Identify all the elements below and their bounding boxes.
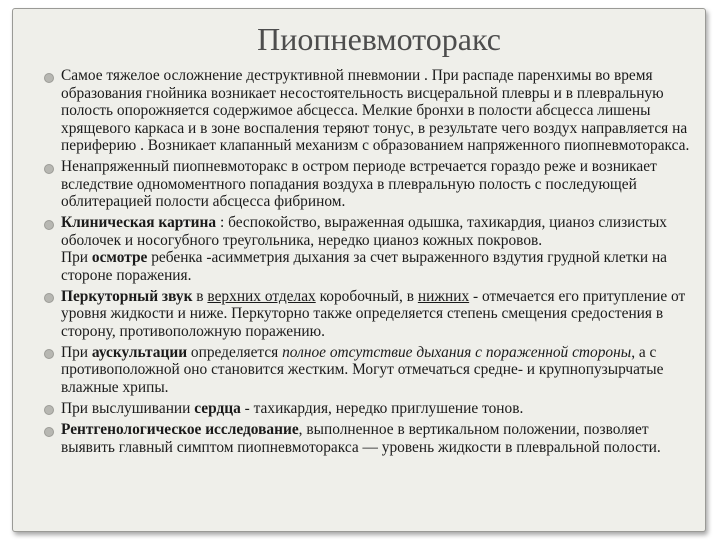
lower-sections-term: нижних [417, 287, 470, 305]
bullet-text: Ненапряженный пиопневмоторакс в остром периоде встречается гораздо реже и возникает вследствие одномоментного попадания воздуха в плевральную полость с последующей облитерацией полости абсцесса фибрином. [61, 158, 657, 211]
auscultation-term: аускультации [91, 343, 188, 361]
list-item [61, 67, 695, 155]
bullet-text: , выполненное в вертикальном положении, позволяет выявить главный симптом пиопневмоторакса — уровень жидкости в плевральной полости. [61, 421, 661, 456]
bullet-text: При выслушивании [61, 399, 195, 417]
bullet-icon [44, 427, 54, 437]
list-item [61, 214, 695, 284]
bullet-text: , а с противоположной оно становится жестким. Могут отмечаться средне- и крупнопузырчатые влажные хрипы. [61, 343, 664, 396]
bullet-text: : беспокойство, выраженная одышка, тахикардия, цианоз слизистых оболочек и носогубного треугольника, нередко цианоз кожных покровов. [61, 214, 667, 249]
bullet-text: Самое тяжелое осложнение деструктивной пневмонии . При распаде паренхимы во время образования гнойника возникает несостоятельность висцеральной плевры и в плевральную полость опорожняется содержимое абсцесса. Мелкие бронхи в полости абсцесса лишены хрящевого каркаса и в зоне воспаления теряют тонус, в результате чего воздух направляется на периферию . Возникает клапанный механизм с образованием напряженного пиопневмоторакса. [61, 67, 690, 154]
bullet-text: При [61, 343, 92, 361]
bullet-icon [44, 164, 54, 174]
bullet-icon [44, 405, 54, 415]
slide-title: Пиопневмоторакс [257, 21, 501, 57]
xray-heading: Рентгенологическое исследование [61, 421, 299, 439]
examination-term: осмотре [91, 249, 148, 267]
upper-sections-term: верхних отделах [207, 287, 316, 305]
list-item [61, 288, 695, 341]
bullet-icon [44, 293, 54, 303]
bullet-icon [44, 349, 54, 359]
bullet-list [61, 67, 695, 460]
bullet-icon [44, 220, 54, 230]
bullet-text: определяется [187, 343, 283, 361]
list-item [61, 421, 695, 456]
bullet-text: ребенка -асимметрия дыхания за счет выраженного вздутия грудной клетки на стороне поражения. [61, 249, 668, 284]
percussion-heading: Перкуторный звук [61, 287, 193, 305]
clinical-picture-heading: Клиническая картина [61, 214, 217, 232]
bullet-text: - тахикардия, нередко приглушение тонов. [240, 399, 524, 417]
bullet-text: - отмечается его притупление от уровня жидкости и ниже. Перкуторно также определяется степень смещения средостения в сторону, противоположную поражению. [61, 287, 686, 340]
absent-breathing-phrase: полное отсутствие дыхания с пораженной стороны [282, 343, 632, 361]
slide [12, 8, 706, 532]
bullet-text: При [61, 249, 92, 267]
bullet-text: в [192, 287, 208, 305]
examination-line [61, 249, 695, 284]
list-item [61, 344, 695, 397]
list-item [61, 158, 695, 211]
bullet-text: коробочный, в [315, 287, 418, 305]
list-item [61, 400, 695, 418]
bullet-icon [44, 73, 54, 83]
heart-term: сердца [194, 399, 241, 417]
